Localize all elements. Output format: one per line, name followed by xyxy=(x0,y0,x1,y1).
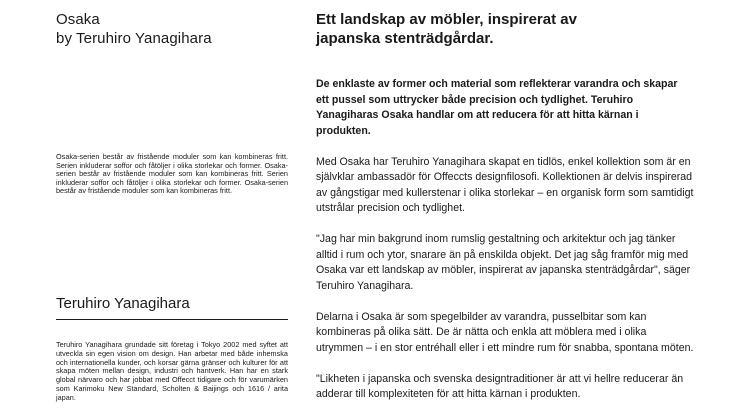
article-paragraph: Med Osaka har Teruhiro Yanagihara skapat en tidlös, enkel kollektion som är en självklar ambassadör för Offeccts designfilosofi. Kollektionen är delvis inspirerad av gångstigar med kullerstenar i olika storlekar – en organisk form som samtidigt utstrålar precision och tydlighet. xyxy=(316,155,694,214)
article-lead: De enklaste av former och material som reflekterar varandra och skapar ett pussel som uttrycker både precision och tydlighet. Teruhiro Yanagiharas Osaka handlar om att reducera för att hitta kärnan i produkten. xyxy=(316,78,678,137)
designer-section xyxy=(56,294,288,403)
product-byline: by Teruhiro Yanagihara xyxy=(56,30,212,47)
product-heading xyxy=(56,10,288,48)
article-headline: Ett landskap av möbler, inspirerat av japanska stenträdgårdar. xyxy=(316,11,577,47)
product-title: Osaka xyxy=(56,11,100,28)
article-paragraph: "Likheten i japanska och svenska designtraditioner är att vi hellre reducerar än adderar till komplexiteten för att hitta kärnan i produkten. xyxy=(316,372,684,400)
designer-name: Teruhiro Yanagihara xyxy=(56,295,190,312)
designer-divider xyxy=(56,319,288,320)
article-paragraph: Delarna i Osaka är som spegelbilder av varandra, pusselbitar som kan kombineras på olika sätt. De är nätta och enkla att möblera med i olika utrymmen – i en stor entréhall eller i ett mindre rum för snabba, spontana möten. xyxy=(316,310,694,354)
designer-bio: Teruhiro Yanagihara grundade sitt företag i Tokyo 2002 med syftet att utveckla sin egen vision om design. Han arbetar med både inhemska och internationella kunder, och korsar gärna gränser och kulturer för att skapa möten mellan design, industri och hantverk. Han har en stark global närvaro och har jobbat med Offecct tidigare och för varumärken som Karimoku New Standard, Scholten & Baijings och 1616 / arita japan. xyxy=(56,340,288,402)
article-paragraph: "Jag har min bakgrund inom rumslig gestaltning och arkitektur och jag tänker alltid i rum och ytor, snarare än på enskilda objekt. Det jag såg framför mig med Osaka var ett landskap av möbler, inspirerat av japanska stenträdgårdar", säger Teruhiro Yanagihara. xyxy=(316,233,691,292)
article-column xyxy=(316,10,696,403)
sidebar-text-fragment: Osaka-serien består av fristående moduler som kan kombineras fritt. Serien inkluderar soffor och fåtöljer i olika storlekar och former. Osaka-serien består av fristående moduler som kan kombineras fritt. Serien inkluderar soffor och fåtöljer i olika storlekar och former. Osaka-serien består av fristående moduler som kan kombineras fritt. xyxy=(56,152,288,196)
